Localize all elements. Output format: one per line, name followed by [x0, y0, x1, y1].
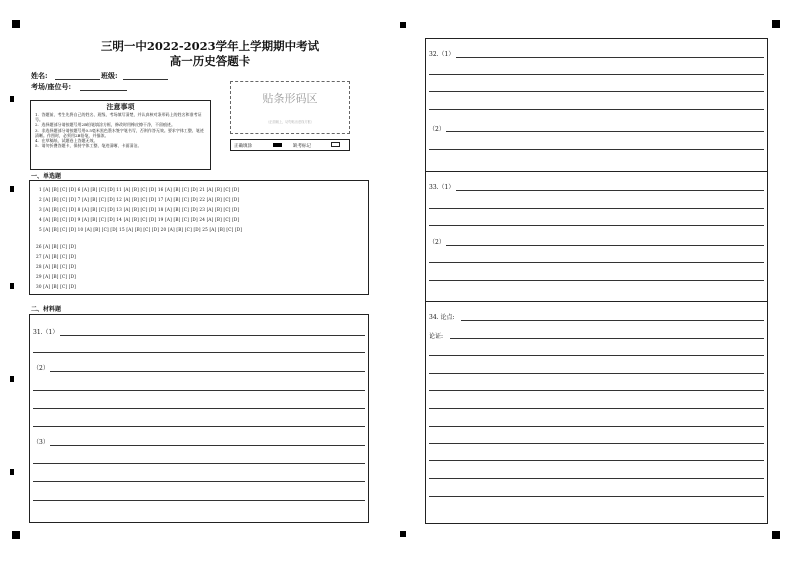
seat-label: 考场/座位号:: [31, 82, 72, 91]
q31-label: 31.（1）: [33, 329, 59, 336]
corner-mark-tl: [12, 20, 20, 28]
answer-line[interactable]: [50, 371, 365, 372]
answer-line[interactable]: [446, 245, 764, 246]
answer-line[interactable]: [429, 373, 764, 374]
corner-mark-tr: [772, 20, 780, 28]
corner-mark-br: [772, 531, 780, 539]
seat-field[interactable]: [80, 90, 127, 91]
answer-line[interactable]: [33, 408, 365, 409]
choice-row[interactable]: 4 [A] [B] [C] [D] 9 [A] [B] [C] [D] 14 [A] [B] [C] [D] 19 [A] [B] [C] [D] 24 [A] [B] [C] [D]: [39, 217, 240, 222]
choice-box: [29, 180, 369, 295]
answer-line[interactable]: [33, 481, 365, 482]
q33-label: 33.（1）: [429, 184, 455, 191]
answer-line[interactable]: [60, 335, 365, 336]
answer-line[interactable]: [429, 109, 764, 110]
answer-line[interactable]: [33, 463, 365, 464]
q34-label: 34. 论点:: [429, 314, 455, 321]
answer-line[interactable]: [429, 460, 764, 461]
answer-line[interactable]: [429, 443, 764, 444]
answer-line[interactable]: [456, 190, 764, 191]
answer-line[interactable]: [450, 338, 764, 339]
section1-title: 一、单选题: [31, 173, 62, 180]
q31-part3-label: （3）: [33, 439, 49, 446]
center-mark-top: [400, 22, 406, 28]
class-field[interactable]: [123, 79, 168, 80]
barcode-label: 贴条形码区: [262, 92, 318, 105]
corner-mark-bl: [12, 531, 20, 539]
absent-mark-label: 缺考标记: [293, 144, 311, 149]
answer-line[interactable]: [33, 352, 365, 353]
notice-title: 注意事项: [106, 102, 135, 111]
answer-line[interactable]: [446, 131, 764, 132]
answer-line[interactable]: [429, 478, 764, 479]
section2-title: 二、材料题: [31, 306, 62, 313]
exam-subtitle: 高一历史答题卡: [169, 54, 251, 68]
answer-line[interactable]: [33, 500, 365, 501]
notice-item: 5．请勿折叠答题卡，保持字体工整、笔迹清晰、卡面清洁。: [35, 143, 142, 149]
q34-argument-label: 论证:: [429, 333, 444, 340]
absent-mark-checkbox[interactable]: [331, 142, 340, 147]
timing-mark: [10, 186, 14, 192]
barcode-sublabel: （正面朝上，切勿贴出虚线方框）: [266, 120, 314, 124]
answer-line[interactable]: [429, 426, 764, 427]
answer-line[interactable]: [429, 390, 764, 391]
choice-row[interactable]: 1 [A] [B] [C] [D] 6 [A] [B] [C] [D] 11 [A] [B] [C] [D] 16 [A] [B] [C] [D] 21 [A] [B] [C] [D]: [39, 187, 240, 192]
name-field[interactable]: [55, 79, 100, 80]
section-divider: [426, 301, 767, 302]
timing-mark: [10, 376, 14, 382]
q31-answer-box: [29, 314, 369, 523]
q33-part2-label: （2）: [429, 239, 445, 246]
q32-part2-label: （2）: [429, 126, 445, 133]
choice-row[interactable]: 3 [A] [B] [C] [D] 8 [A] [B] [C] [D] 13 [A] [B] [C] [D] 18 [A] [B] [C] [D] 23 [A] [B] [C] [D]: [39, 207, 240, 212]
answer-line[interactable]: [33, 390, 365, 391]
answer-line[interactable]: [50, 445, 365, 446]
answer-line[interactable]: [429, 355, 764, 356]
answer-line[interactable]: [429, 149, 764, 150]
answer-line[interactable]: [429, 280, 764, 281]
answer-line[interactable]: [429, 74, 764, 75]
barcode-area: [230, 81, 350, 134]
section-divider: [426, 171, 767, 172]
correct-fill-swatch: [273, 143, 282, 147]
choice-row[interactable]: 30 [A] [B] [C] [D]: [36, 284, 76, 289]
notice-item: 1．答题前，考生先将自己的姓名、班级、考场填写清楚，并认真核对条形码上的姓名和准考证号。: [35, 112, 202, 123]
timing-mark: [10, 96, 14, 102]
notice-item: 3．非选择题部分请按题号用0.5毫米黑色墨水签字笔书写，否则作答无效。要求字体工整、笔迹清晰。作图时，必须用2B铅笔，并描浓。: [35, 127, 204, 138]
choice-row[interactable]: 26 [A] [B] [C] [D]: [36, 244, 76, 249]
answer-line[interactable]: [429, 225, 764, 226]
answer-line[interactable]: [461, 320, 764, 321]
class-label: 班级:: [101, 71, 118, 80]
timing-mark: [10, 469, 14, 475]
answer-line[interactable]: [429, 408, 764, 409]
name-label: 姓名:: [31, 71, 48, 80]
answer-line[interactable]: [429, 262, 764, 263]
right-answer-box: [425, 38, 768, 524]
choice-row[interactable]: 27 [A] [B] [C] [D]: [36, 254, 76, 259]
fill-example: [230, 139, 350, 151]
choice-row[interactable]: 5 [A] [B] [C] [D] 10 [A] [B] [C] [D] 15 [A] [B] [C] [D] 20 [A] [B] [C] [D] 25 [A] [B] [C] [D]: [39, 227, 243, 232]
q32-label: 32.（1）: [429, 51, 455, 58]
answer-line[interactable]: [33, 426, 365, 427]
q31-part2-label: （2）: [33, 365, 49, 372]
answer-line[interactable]: [429, 208, 764, 209]
choice-row[interactable]: 28 [A] [B] [C] [D]: [36, 264, 76, 269]
choice-row[interactable]: 29 [A] [B] [C] [D]: [36, 274, 76, 279]
timing-mark: [10, 283, 14, 289]
correct-fill-label: 正确填涂: [234, 144, 252, 149]
answer-line[interactable]: [429, 91, 764, 92]
notice-item: 4．在草稿纸、试题卷上答题无效。: [35, 138, 98, 144]
notice-box: [30, 100, 211, 170]
center-mark-bottom: [400, 531, 406, 537]
answer-line[interactable]: [429, 496, 764, 497]
notice-item: 2．选择题部分请按题号用2B铅笔填涂方框，修改时用橡皮擦干净，不留痕迹。: [35, 122, 176, 128]
answer-line[interactable]: [456, 57, 764, 58]
choice-row[interactable]: 2 [A] [B] [C] [D] 7 [A] [B] [C] [D] 12 [A] [B] [C] [D] 17 [A] [B] [C] [D] 22 [A] [B] [C] [D]: [39, 197, 240, 202]
exam-title: 三明一中2022-2023学年上学期期中考试: [100, 39, 320, 53]
